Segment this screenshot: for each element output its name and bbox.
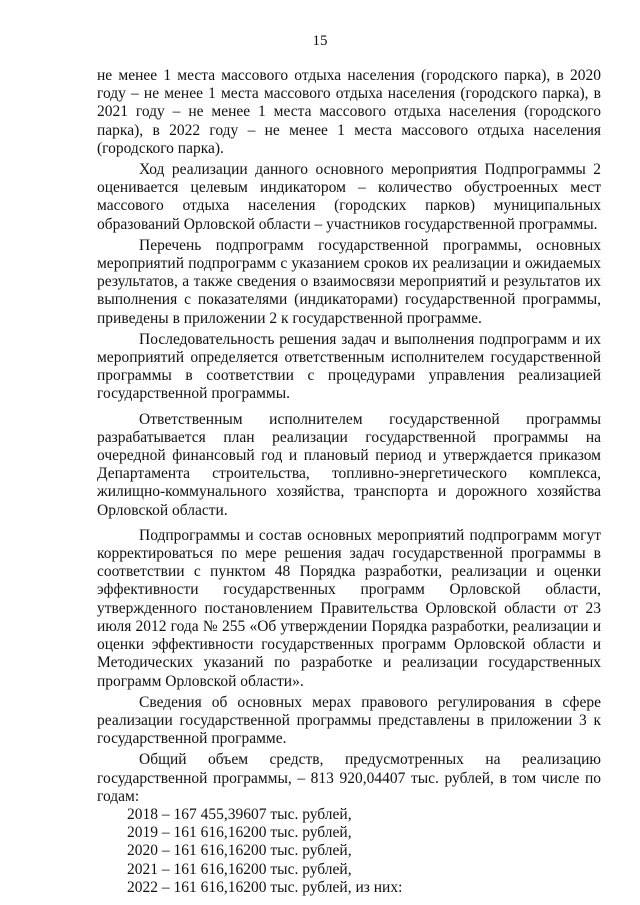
funding-by-year-list (97, 806, 601, 897)
body-text (97, 67, 601, 897)
paragraph-task-sequence: Последовательность решения задач и выполнения подпрограмм и их мероприятий определяется ответственным исполнителем государственной программы в соответствии с процедурами управления реализацией государственной программы. (97, 330, 601, 403)
paragraph-adjustment-rules: Подпрограммы и состав основных мероприятий подпрограмм могут корректироваться по мере решения задач государственной программы в соответствии с пунктом 48 Порядка разработки, реализации и оценки эффективности государственных программ Орловской области, утвержденного постановлением Правительства Орловской области от 23 июля 2012 года № 255 «Об утверждении Порядка разработки, реализации и оценки эффективности государственных программ Орловской области и Методических указаний по разработке и реализации государственных программ Орловской области». (97, 526, 601, 690)
funding-year-item: 2022 – 161 616,16200 тыс. рублей, из них: (127, 878, 403, 896)
funding-year-item: 2019 – 161 616,16200 тыс. рублей, (127, 824, 352, 842)
paragraph-implementation-plan: Ответственным исполнителем государственной программы разрабатывается план реализации государственной программы на очередной финансовый год и плановый период и утверждается приказом Департамента строительства, топливно-энергетического комплекса, жилищно-коммунального хозяйства, транспорта и дорожного хозяйства Орловской области. (97, 410, 601, 519)
paragraph-park-targets: не менее 1 места массового отдыха населения (городского парка), в 2020 году – не менее 1 места массового отдыха населения (городского парка), в 2021 году – не менее 1 места массового отдыха населения (городского парка), в 2022 году – не менее 1 места массового отдыха населения (городского парка). (97, 67, 601, 157)
paragraph-progress-indicator: Ход реализации данного основного мероприятия Подпрограммы 2 оценивается целевым индикатором – количество обустроенных мест массового отдыха населения (городских парков) муниципальных образований Орловской области – участников государственной программы. (97, 161, 601, 233)
paragraph-legal-regulation: Сведения об основных мерах правового регулирования в сфере реализации государственной программы представлены в приложении 3 к государственной программе. (97, 693, 601, 748)
page-number: 15 (312, 33, 328, 49)
paragraph-subprogram-list: Перечень подпрограмм государственной программы, основных мероприятий подпрограмм с указанием сроков их реализации и ожидаемых результатов, а также сведения о взаимосвязи мероприятий и результатов их выполнения с показателями (индикаторами) государственной программы, приведены в приложении 2 к государственной программе. (97, 236, 601, 327)
funding-year-item: 2021 – 161 616,16200 тыс. рублей, (127, 860, 352, 878)
funding-year-item: 2018 – 167 455,39607 тыс. рублей, (127, 805, 352, 823)
funding-year-item: 2020 – 161 616,16200 тыс. рублей, (127, 842, 352, 860)
paragraph-total-funding: Общий объем средств, предусмотренных на реализацию государственной программы, – 813 920,04407 тыс. рублей, в том числе по годам: (97, 751, 601, 805)
